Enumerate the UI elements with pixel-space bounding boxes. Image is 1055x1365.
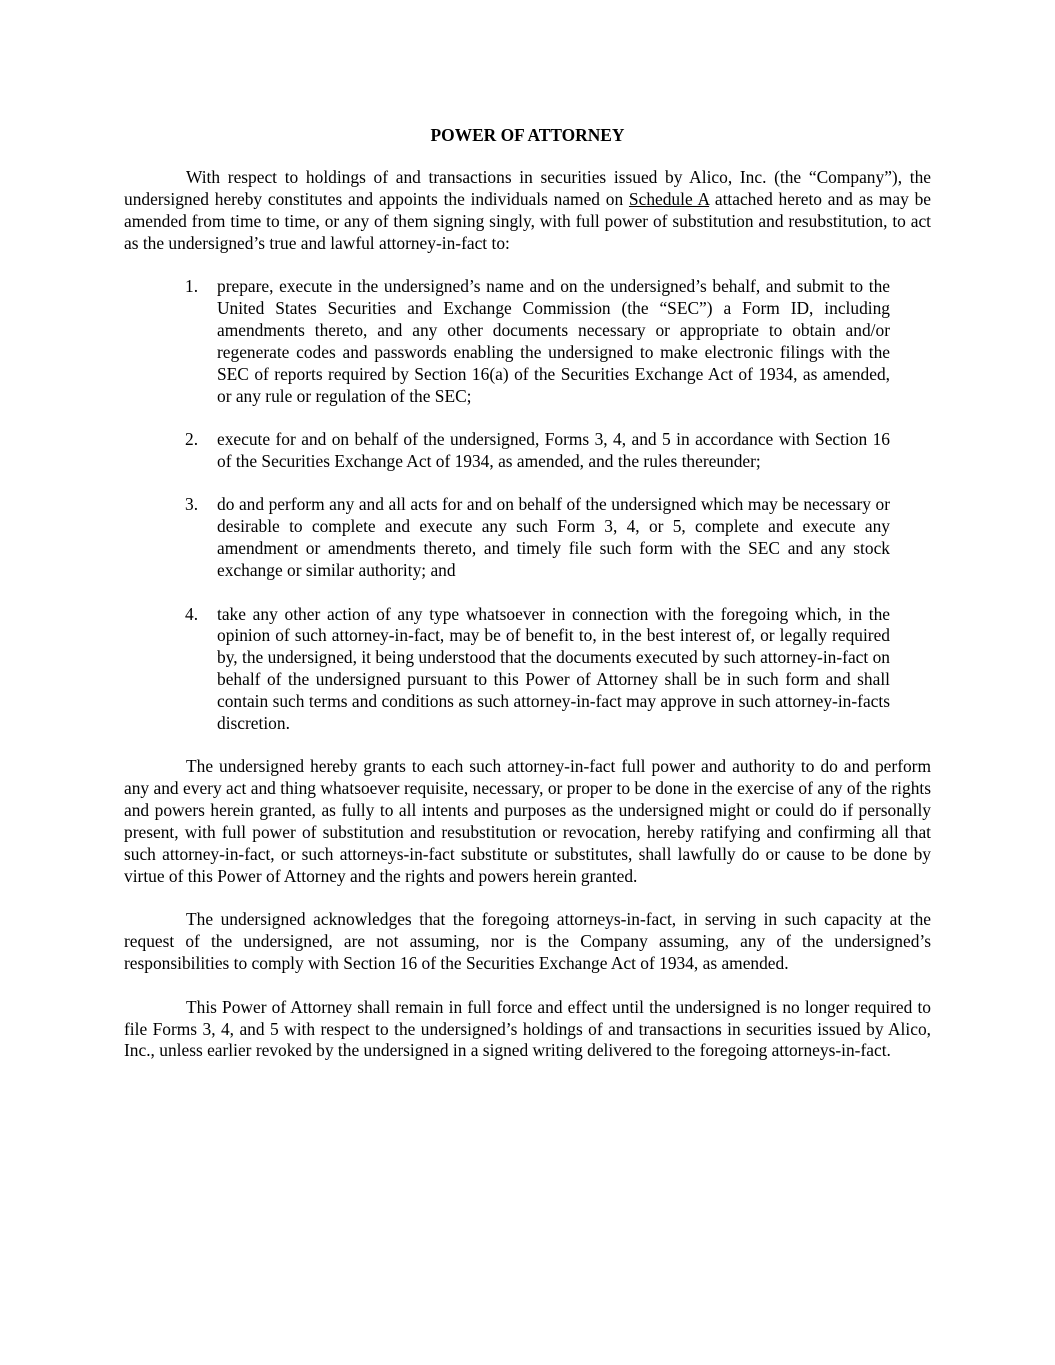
intro-text-after: attached hereto and as may be amended from time to time, or any of them signing singly, with full power of substitution and resubstitution, to act as the undersigned’s true and lawful attorney-in-fact to: [124,188,932,253]
list-item-text: take any other action of any type whatsoever in connection with the foregoing which, in the opinion of such attorney-in-fact, may be of benefit to, in the best interest of, or legally required by, the undersigned, it being understood that the documents executed by such attorney-in-fact on behalf of the undersigned pursuant to this Power of Attorney shall be in such form and shall contain such terms and conditions as such attorney-in-fact may approve in such attorney-in-facts discretion. [217,603,890,734]
term-paragraph: This Power of Attorney shall remain in full force and effect until the undersigned is no longer required to file Forms 3, 4, and 5 with respect to the undersigned’s holdings of and transactions in securities issued by Alico, Inc., unless earlier revoked by the undersigned in a signed writing delivered to the foregoing attorneys-in-fact. [124,996,931,1061]
list-item-text: do and perform any and all acts for and on behalf of the undersigned which may be necessary or desirable to complete and execute any such Form 3, 4, or 5, complete and execute any amendment or amendments thereto, and timely file such form with the SEC and any stock exchange or similar authority; and [217,494,890,581]
document-page [124,124,931,1084]
schedule-a-reference: Schedule A [628,188,710,209]
list-item [185,276,890,407]
list-item [185,494,890,582]
list-item [185,603,890,735]
list-item-number: 1. [185,276,199,297]
list-item-number: 4. [185,603,199,624]
intro-text-before: With respect to holdings of and transactions in securities issued by Alico, Inc. (the “Company”), the undersigned hereby constitutes and appoints the individuals named on [124,167,931,209]
list-item-number: 3. [185,494,199,515]
list-item-text: prepare, execute in the undersigned’s name and on the undersigned’s behalf, and submit to the United States Securities and Exchange Commission (the “SEC”) a Form ID, including amendments thereto, and any other documents necessary or appropriate to obtain and/or regenerate codes and passwords enabling the undersigned to make electronic filings with the SEC of reports required by Section 16(a) of the Securities Exchange Act of 1934, as amended, or any rule or regulation of the SEC; [217,276,890,406]
list-item-text: execute for and on behalf of the undersigned, Forms 3, 4, and 5 in accordance with Section 16 of the Securities Exchange Act of 1934, as amended, and the rules thereunder; [217,429,890,471]
acknowledgment-paragraph: The undersigned acknowledges that the foregoing attorneys-in-fact, in serving in such capacity at the request of the undersigned, are not assuming, nor is the Company assuming, any of the undersigned’s responsibilities to comply with Section 16 of the Securities Exchange Act of 1934, as amended. [124,909,931,974]
intro-paragraph [124,167,931,255]
list-item-number: 2. [185,429,199,450]
list-item [185,429,890,473]
powers-list [124,276,931,735]
grant-of-authority-paragraph: The undersigned hereby grants to each such attorney-in-fact full power and authority to do and perform any and every act and thing whatsoever requisite, necessary, or proper to be done in the exercise of any of the rights and powers herein granted, as fully to all intents and purposes as the undersigned might or could do if personally present, with full power of substitution and resubstitution or revocation, hereby ratifying and confirming all that such attorney-in-fact, or such attorneys-in-fact substitute or substitutes, shall lawfully do or cause to be done by virtue of this Power of Attorney and the rights and powers herein granted. [124,756,931,886]
document-title: POWER OF ATTORNEY [430,125,625,145]
